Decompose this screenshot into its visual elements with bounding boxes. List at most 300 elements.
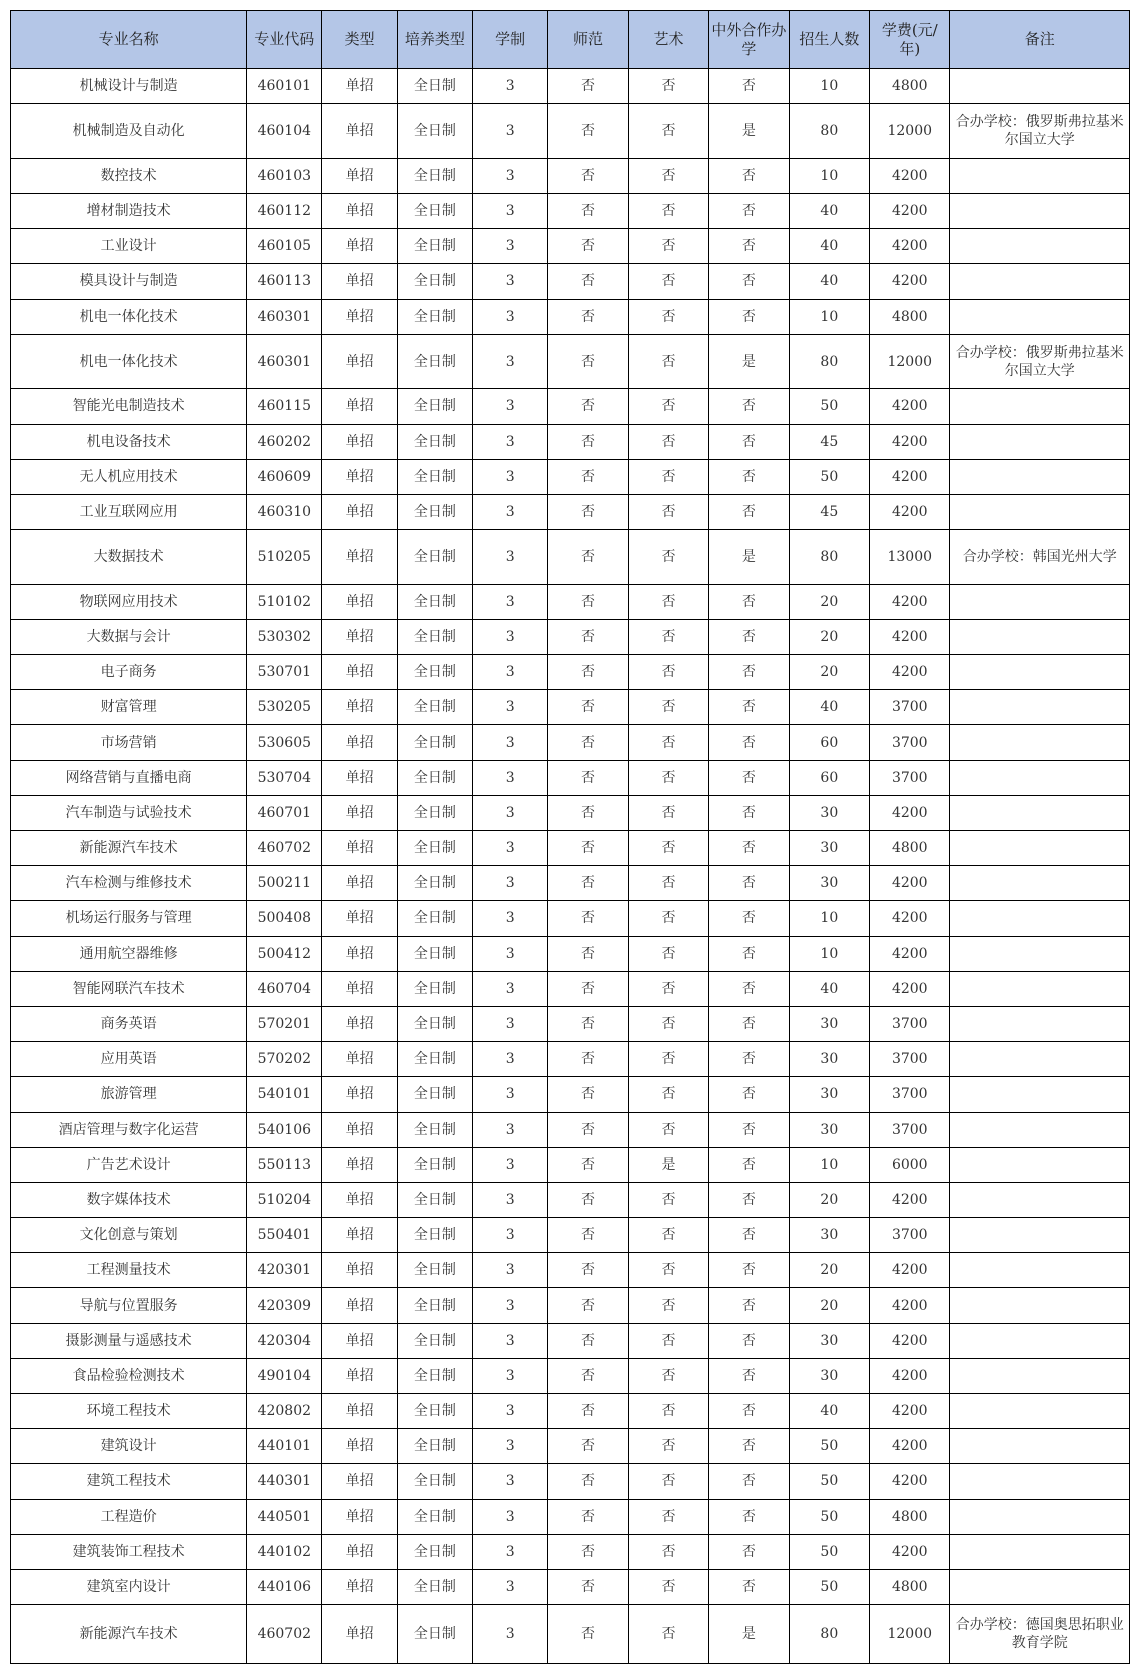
major-name-cell: 汽车检测与维修技术 <box>11 866 247 901</box>
joint-program-cell: 否 <box>709 229 789 264</box>
major-code-cell: 460301 <box>247 299 322 334</box>
art-cell: 否 <box>628 831 708 866</box>
normal-cell: 否 <box>548 158 628 193</box>
table-row <box>11 424 1130 459</box>
tuition-cell: 4200 <box>870 971 950 1006</box>
normal-cell: 否 <box>548 1288 628 1323</box>
table-row <box>11 1147 1130 1182</box>
enrollment-count-cell: 50 <box>789 1499 869 1534</box>
tuition-cell: 4200 <box>870 193 950 228</box>
table-row <box>11 389 1130 424</box>
joint-program-cell: 否 <box>709 158 789 193</box>
art-cell: 否 <box>628 1358 708 1393</box>
normal-cell: 否 <box>548 229 628 264</box>
normal-cell: 否 <box>548 424 628 459</box>
art-cell: 否 <box>628 104 708 159</box>
table-row <box>11 1464 1130 1499</box>
training-type-cell: 全日制 <box>397 158 472 193</box>
duration-cell: 3 <box>473 655 548 690</box>
training-type-cell: 全日制 <box>397 1147 472 1182</box>
major-code-cell: 460105 <box>247 229 322 264</box>
joint-program-cell: 否 <box>709 1288 789 1323</box>
joint-program-cell: 否 <box>709 866 789 901</box>
type-header: 类型 <box>322 11 397 69</box>
major-code-cell: 510205 <box>247 530 322 585</box>
major-code-cell: 550113 <box>247 1147 322 1182</box>
type-cell: 单招 <box>322 584 397 619</box>
tuition-cell: 4200 <box>870 1464 950 1499</box>
type-cell: 单招 <box>322 69 397 104</box>
normal-cell: 否 <box>548 494 628 529</box>
enrollment-count-cell: 30 <box>789 1218 869 1253</box>
normal-cell: 否 <box>548 1534 628 1569</box>
duration-cell: 3 <box>473 1429 548 1464</box>
remark-cell <box>950 1499 1130 1534</box>
normal-cell: 否 <box>548 1042 628 1077</box>
table-row <box>11 264 1130 299</box>
enrollment-count-cell: 50 <box>789 1569 869 1604</box>
duration-cell: 3 <box>473 1534 548 1569</box>
joint-program-cell: 否 <box>709 1429 789 1464</box>
table-row <box>11 1182 1130 1217</box>
joint-program-cell: 否 <box>709 193 789 228</box>
table-row <box>11 795 1130 830</box>
normal-cell: 否 <box>548 1323 628 1358</box>
art-cell: 否 <box>628 1288 708 1323</box>
normal-cell: 否 <box>548 459 628 494</box>
major-code-cell: 440501 <box>247 1499 322 1534</box>
training-type-cell: 全日制 <box>397 971 472 1006</box>
normal-cell: 否 <box>548 1253 628 1288</box>
major-code-cell: 440102 <box>247 1534 322 1569</box>
type-cell: 单招 <box>322 1042 397 1077</box>
enrollment-count-cell: 30 <box>789 1006 869 1041</box>
enrollment-table <box>10 10 1130 1664</box>
type-cell: 单招 <box>322 494 397 529</box>
training-type-cell: 全日制 <box>397 866 472 901</box>
joint-program-cell: 否 <box>709 1112 789 1147</box>
header-row <box>11 11 1130 69</box>
major-code-header: 专业代码 <box>247 11 322 69</box>
major-name-cell: 增材制造技术 <box>11 193 247 228</box>
training-type-cell: 全日制 <box>397 1288 472 1323</box>
training-type-cell: 全日制 <box>397 584 472 619</box>
enrollment-count-cell: 30 <box>789 866 869 901</box>
duration-cell: 3 <box>473 690 548 725</box>
duration-cell: 3 <box>473 69 548 104</box>
training-type-cell: 全日制 <box>397 760 472 795</box>
type-cell: 单招 <box>322 690 397 725</box>
enrollment-count-cell: 40 <box>789 1394 869 1429</box>
enrollment-count-cell: 20 <box>789 1288 869 1323</box>
normal-cell: 否 <box>548 760 628 795</box>
normal-cell: 否 <box>548 1569 628 1604</box>
art-cell: 否 <box>628 936 708 971</box>
normal-cell: 否 <box>548 530 628 585</box>
training-type-cell: 全日制 <box>397 193 472 228</box>
training-type-cell: 全日制 <box>397 1464 472 1499</box>
joint-program-cell: 否 <box>709 760 789 795</box>
duration-cell: 3 <box>473 193 548 228</box>
remark-cell <box>950 831 1130 866</box>
major-name-cell: 物联网应用技术 <box>11 584 247 619</box>
duration-cell: 3 <box>473 530 548 585</box>
remark-cell <box>950 725 1130 760</box>
remark-cell <box>950 229 1130 264</box>
training-type-cell: 全日制 <box>397 1358 472 1393</box>
art-cell: 否 <box>628 1569 708 1604</box>
duration-cell: 3 <box>473 901 548 936</box>
duration-cell: 3 <box>473 299 548 334</box>
tuition-cell: 4200 <box>870 1358 950 1393</box>
art-cell: 否 <box>628 655 708 690</box>
remark-cell <box>950 1358 1130 1393</box>
major-name-cell: 汽车制造与试验技术 <box>11 795 247 830</box>
tuition-cell: 4200 <box>870 1182 950 1217</box>
major-code-cell: 540101 <box>247 1077 322 1112</box>
normal-cell: 否 <box>548 1605 628 1664</box>
duration-cell: 3 <box>473 104 548 159</box>
duration-cell: 3 <box>473 1077 548 1112</box>
major-name-cell: 工业互联网应用 <box>11 494 247 529</box>
tuition-cell: 3700 <box>870 725 950 760</box>
tuition-cell: 4200 <box>870 1253 950 1288</box>
joint-program-cell: 否 <box>709 1534 789 1569</box>
major-code-cell: 460702 <box>247 831 322 866</box>
duration-cell: 3 <box>473 1253 548 1288</box>
duration-cell: 3 <box>473 1288 548 1323</box>
major-code-cell: 460112 <box>247 193 322 228</box>
art-cell: 否 <box>628 1323 708 1358</box>
art-cell: 是 <box>628 1147 708 1182</box>
major-name-cell: 酒店管理与数字化运营 <box>11 1112 247 1147</box>
joint-program-cell: 否 <box>709 264 789 299</box>
art-cell: 否 <box>628 584 708 619</box>
joint-program-cell: 否 <box>709 831 789 866</box>
major-name-cell: 数控技术 <box>11 158 247 193</box>
major-name-cell: 网络营销与直播电商 <box>11 760 247 795</box>
table-row <box>11 619 1130 654</box>
tuition-cell: 4200 <box>870 264 950 299</box>
art-cell: 否 <box>628 1394 708 1429</box>
duration-cell: 3 <box>473 1182 548 1217</box>
type-cell: 单招 <box>322 1182 397 1217</box>
duration-cell: 3 <box>473 619 548 654</box>
major-name-cell: 智能网联汽车技术 <box>11 971 247 1006</box>
tuition-cell: 3700 <box>870 690 950 725</box>
joint-program-cell: 否 <box>709 901 789 936</box>
art-cell: 否 <box>628 619 708 654</box>
remark-cell <box>950 1464 1130 1499</box>
remark-cell <box>950 1147 1130 1182</box>
duration-cell: 3 <box>473 1499 548 1534</box>
major-code-cell: 440106 <box>247 1569 322 1604</box>
duration-cell: 3 <box>473 971 548 1006</box>
tuition-cell: 6000 <box>870 1147 950 1182</box>
duration-header: 学制 <box>473 11 548 69</box>
enrollment-count-cell: 40 <box>789 264 869 299</box>
normal-cell: 否 <box>548 1218 628 1253</box>
type-cell: 单招 <box>322 104 397 159</box>
normal-cell: 否 <box>548 69 628 104</box>
table-row <box>11 655 1130 690</box>
table-row <box>11 584 1130 619</box>
enrollment-count-cell: 20 <box>789 619 869 654</box>
table-row <box>11 104 1130 159</box>
training-type-cell: 全日制 <box>397 530 472 585</box>
joint-program-cell: 否 <box>709 690 789 725</box>
normal-cell: 否 <box>548 1077 628 1112</box>
training-type-cell: 全日制 <box>397 1006 472 1041</box>
duration-cell: 3 <box>473 1042 548 1077</box>
remark-cell <box>950 690 1130 725</box>
joint-program-cell: 否 <box>709 655 789 690</box>
art-cell: 否 <box>628 530 708 585</box>
training-type-cell: 全日制 <box>397 1253 472 1288</box>
type-cell: 单招 <box>322 831 397 866</box>
training-type-cell: 全日制 <box>397 1112 472 1147</box>
type-cell: 单招 <box>322 1429 397 1464</box>
table-row <box>11 1358 1130 1393</box>
training-type-header: 培养类型 <box>397 11 472 69</box>
enrollment-count-cell: 45 <box>789 494 869 529</box>
joint-program-cell: 否 <box>709 1569 789 1604</box>
duration-cell: 3 <box>473 725 548 760</box>
tuition-cell: 4200 <box>870 459 950 494</box>
art-cell: 否 <box>628 1253 708 1288</box>
table-row <box>11 690 1130 725</box>
art-cell: 否 <box>628 760 708 795</box>
enrollment-count-cell: 30 <box>789 1042 869 1077</box>
table-row <box>11 229 1130 264</box>
type-cell: 单招 <box>322 760 397 795</box>
major-name-cell: 机电设备技术 <box>11 424 247 459</box>
duration-cell: 3 <box>473 424 548 459</box>
tuition-cell: 4200 <box>870 229 950 264</box>
duration-cell: 3 <box>473 1006 548 1041</box>
art-cell: 否 <box>628 264 708 299</box>
duration-cell: 3 <box>473 1358 548 1393</box>
table-row <box>11 760 1130 795</box>
art-cell: 否 <box>628 1429 708 1464</box>
enrollment-count-cell: 30 <box>789 1077 869 1112</box>
tuition-cell: 4200 <box>870 795 950 830</box>
joint-program-cell: 否 <box>709 1006 789 1041</box>
joint-program-cell: 否 <box>709 424 789 459</box>
type-cell: 单招 <box>322 193 397 228</box>
type-cell: 单招 <box>322 229 397 264</box>
enrollment-count-cell: 60 <box>789 725 869 760</box>
normal-cell: 否 <box>548 1006 628 1041</box>
type-cell: 单招 <box>322 971 397 1006</box>
training-type-cell: 全日制 <box>397 655 472 690</box>
training-type-cell: 全日制 <box>397 901 472 936</box>
joint-program-cell: 否 <box>709 1077 789 1112</box>
major-name-cell: 工程测量技术 <box>11 1253 247 1288</box>
duration-cell: 3 <box>473 494 548 529</box>
major-name-cell: 机电一体化技术 <box>11 299 247 334</box>
major-code-cell: 460104 <box>247 104 322 159</box>
major-name-cell: 机械制造及自动化 <box>11 104 247 159</box>
type-cell: 单招 <box>322 1006 397 1041</box>
tuition-cell: 4200 <box>870 1534 950 1569</box>
major-code-cell: 420309 <box>247 1288 322 1323</box>
normal-header: 师范 <box>548 11 628 69</box>
training-type-cell: 全日制 <box>397 104 472 159</box>
major-code-cell: 570202 <box>247 1042 322 1077</box>
table-row <box>11 725 1130 760</box>
enrollment-count-cell: 20 <box>789 655 869 690</box>
training-type-cell: 全日制 <box>397 1323 472 1358</box>
training-type-cell: 全日制 <box>397 1429 472 1464</box>
art-cell: 否 <box>628 971 708 1006</box>
joint-program-cell: 否 <box>709 971 789 1006</box>
major-name-cell: 摄影测量与遥感技术 <box>11 1323 247 1358</box>
major-name-cell: 建筑工程技术 <box>11 1464 247 1499</box>
duration-cell: 3 <box>473 866 548 901</box>
training-type-cell: 全日制 <box>397 831 472 866</box>
art-cell: 否 <box>628 1077 708 1112</box>
enrollment-count-cell: 20 <box>789 1253 869 1288</box>
major-code-cell: 510102 <box>247 584 322 619</box>
enrollment-count-cell: 50 <box>789 389 869 424</box>
training-type-cell: 全日制 <box>397 389 472 424</box>
tuition-cell: 13000 <box>870 530 950 585</box>
table-row <box>11 971 1130 1006</box>
major-name-cell: 智能光电制造技术 <box>11 389 247 424</box>
major-name-cell: 建筑设计 <box>11 1429 247 1464</box>
joint-program-cell: 否 <box>709 936 789 971</box>
major-code-cell: 460103 <box>247 158 322 193</box>
tuition-cell: 4800 <box>870 299 950 334</box>
type-cell: 单招 <box>322 1147 397 1182</box>
duration-cell: 3 <box>473 936 548 971</box>
tuition-cell: 4200 <box>870 1429 950 1464</box>
major-code-cell: 460113 <box>247 264 322 299</box>
duration-cell: 3 <box>473 264 548 299</box>
tuition-cell: 4800 <box>870 1499 950 1534</box>
normal-cell: 否 <box>548 831 628 866</box>
remark-cell <box>950 901 1130 936</box>
training-type-cell: 全日制 <box>397 424 472 459</box>
joint-program-cell: 否 <box>709 1358 789 1393</box>
joint-program-cell: 否 <box>709 494 789 529</box>
art-cell: 否 <box>628 69 708 104</box>
major-code-cell: 460101 <box>247 69 322 104</box>
enrollment-count-cell: 50 <box>789 1464 869 1499</box>
duration-cell: 3 <box>473 158 548 193</box>
type-cell: 单招 <box>322 1605 397 1664</box>
major-name-cell: 无人机应用技术 <box>11 459 247 494</box>
duration-cell: 3 <box>473 1569 548 1604</box>
tuition-cell: 4200 <box>870 1394 950 1429</box>
joint-program-cell: 否 <box>709 1464 789 1499</box>
tuition-header: 学费(元/年) <box>870 11 950 69</box>
remark-cell <box>950 1323 1130 1358</box>
type-cell: 单招 <box>322 936 397 971</box>
normal-cell: 否 <box>548 1429 628 1464</box>
duration-cell: 3 <box>473 1394 548 1429</box>
joint-program-cell: 否 <box>709 389 789 424</box>
enrollment-count-cell: 30 <box>789 795 869 830</box>
remark-cell <box>950 866 1130 901</box>
major-name-cell: 旅游管理 <box>11 1077 247 1112</box>
art-cell: 否 <box>628 1605 708 1664</box>
training-type-cell: 全日制 <box>397 459 472 494</box>
remark-cell <box>950 1006 1130 1041</box>
type-cell: 单招 <box>322 334 397 389</box>
joint-program-cell: 否 <box>709 1218 789 1253</box>
remark-cell: 合办学校：俄罗斯弗拉基米尔国立大学 <box>950 104 1130 159</box>
type-cell: 单招 <box>322 299 397 334</box>
enrollment-count-cell: 30 <box>789 1112 869 1147</box>
training-type-cell: 全日制 <box>397 69 472 104</box>
major-name-cell: 导航与位置服务 <box>11 1288 247 1323</box>
art-header: 艺术 <box>628 11 708 69</box>
remark-cell <box>950 193 1130 228</box>
joint-program-cell: 是 <box>709 104 789 159</box>
remark-cell <box>950 264 1130 299</box>
major-name-cell: 数字媒体技术 <box>11 1182 247 1217</box>
type-cell: 单招 <box>322 1218 397 1253</box>
normal-cell: 否 <box>548 584 628 619</box>
enrollment-count-cell: 80 <box>789 1605 869 1664</box>
training-type-cell: 全日制 <box>397 229 472 264</box>
major-name-cell: 机械设计与制造 <box>11 69 247 104</box>
tuition-cell: 3700 <box>870 1006 950 1041</box>
joint-program-cell: 否 <box>709 725 789 760</box>
enrollment-count-cell: 45 <box>789 424 869 459</box>
remark-cell <box>950 299 1130 334</box>
remark-cell <box>950 69 1130 104</box>
joint-program-cell: 是 <box>709 530 789 585</box>
art-cell: 否 <box>628 1042 708 1077</box>
duration-cell: 3 <box>473 1218 548 1253</box>
table-row <box>11 1323 1130 1358</box>
training-type-cell: 全日制 <box>397 690 472 725</box>
table-row <box>11 1394 1130 1429</box>
joint-program-cell: 否 <box>709 459 789 494</box>
tuition-cell: 4200 <box>870 901 950 936</box>
normal-cell: 否 <box>548 936 628 971</box>
art-cell: 否 <box>628 299 708 334</box>
normal-cell: 否 <box>548 264 628 299</box>
duration-cell: 3 <box>473 584 548 619</box>
remark-cell <box>950 389 1130 424</box>
training-type-cell: 全日制 <box>397 494 472 529</box>
major-name-cell: 大数据与会计 <box>11 619 247 654</box>
normal-cell: 否 <box>548 725 628 760</box>
normal-cell: 否 <box>548 1464 628 1499</box>
art-cell: 否 <box>628 1499 708 1534</box>
normal-cell: 否 <box>548 1394 628 1429</box>
tuition-cell: 12000 <box>870 104 950 159</box>
duration-cell: 3 <box>473 389 548 424</box>
enrollment-count-cell: 20 <box>789 584 869 619</box>
duration-cell: 3 <box>473 831 548 866</box>
major-code-cell: 460115 <box>247 389 322 424</box>
type-cell: 单招 <box>322 619 397 654</box>
major-name-cell: 商务英语 <box>11 1006 247 1041</box>
normal-cell: 否 <box>548 971 628 1006</box>
major-code-cell: 570201 <box>247 1006 322 1041</box>
table-row <box>11 1112 1130 1147</box>
training-type-cell: 全日制 <box>397 1394 472 1429</box>
major-code-cell: 540106 <box>247 1112 322 1147</box>
type-cell: 单招 <box>322 1499 397 1534</box>
enrollment-count-cell: 80 <box>789 530 869 585</box>
major-code-cell: 500412 <box>247 936 322 971</box>
